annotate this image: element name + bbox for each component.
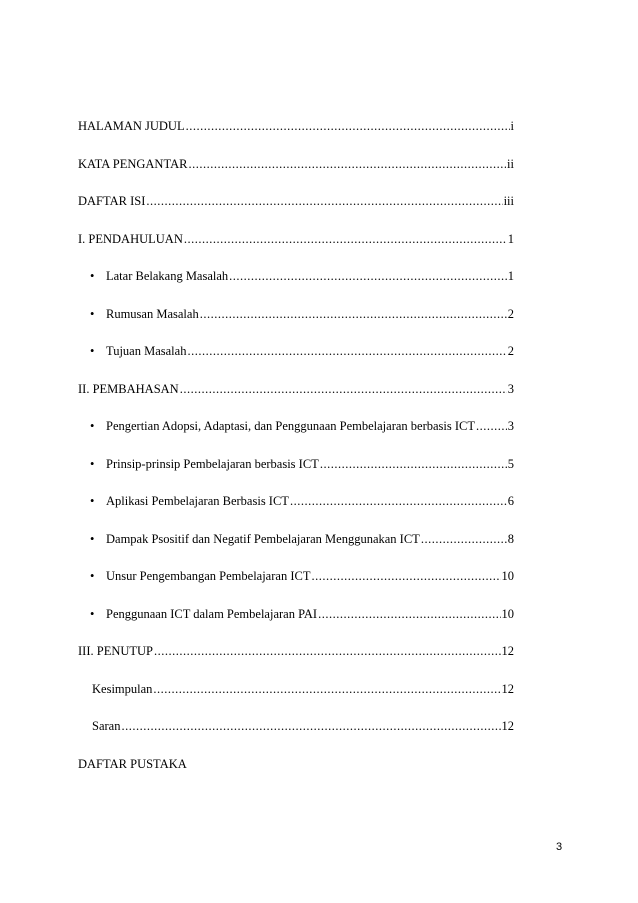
toc-dot-leader bbox=[320, 456, 507, 472]
toc-entry-page: 12 bbox=[501, 719, 514, 733]
bullet-icon: • bbox=[90, 344, 95, 358]
bullet-icon: • bbox=[90, 494, 95, 508]
toc-entry-label: KATA PENGANTAR bbox=[78, 156, 188, 171]
toc-entry-page: 10 bbox=[501, 606, 514, 621]
toc-entry-label: Pengertian Adopsi, Adaptasi, dan Penggunaan Pembelajaran berbasis ICT bbox=[106, 419, 476, 433]
toc-entry bbox=[78, 156, 514, 172]
toc-subentry bbox=[78, 418, 514, 434]
toc-entry-page: 2 bbox=[507, 344, 514, 358]
toc-dot-leader bbox=[229, 268, 507, 284]
toc-entry-page: 12 bbox=[501, 681, 514, 696]
toc-entry-label: Unsur Pengembangan Pembelajaran ICT bbox=[106, 569, 311, 583]
bullet-icon: • bbox=[90, 531, 95, 546]
toc-entry-label: Rumusan Masalah bbox=[106, 306, 199, 321]
toc-entry-page: 12 bbox=[501, 644, 514, 658]
bullet-icon: • bbox=[90, 306, 95, 321]
toc-entry-page: 2 bbox=[507, 306, 514, 321]
bullet-icon: • bbox=[90, 269, 95, 283]
toc-subentry bbox=[78, 306, 514, 322]
toc-subentry bbox=[78, 456, 514, 472]
toc-subentry bbox=[78, 268, 514, 284]
toc-entry-page: 8 bbox=[507, 531, 514, 546]
toc-subentry bbox=[78, 531, 514, 547]
toc-dot-leader bbox=[187, 343, 506, 359]
toc-dot-leader bbox=[146, 193, 502, 209]
bullet-icon: • bbox=[90, 419, 95, 433]
toc-entry-label: DAFTAR PUSTAKA bbox=[78, 756, 187, 771]
toc-entry-page: iii bbox=[503, 194, 514, 208]
toc-entry-label: Latar Belakang Masalah bbox=[106, 269, 229, 283]
toc-entry bbox=[78, 231, 514, 247]
toc-entry-page: 3 bbox=[507, 381, 514, 396]
toc-entry-page: 6 bbox=[507, 494, 514, 508]
toc-entry-page: i bbox=[510, 119, 514, 133]
toc-subentry bbox=[78, 606, 514, 622]
bullet-icon: • bbox=[90, 606, 95, 621]
toc-entry-page: 10 bbox=[501, 569, 514, 583]
toc-entry-page: 3 bbox=[507, 419, 514, 433]
toc-entry bbox=[78, 756, 514, 772]
bullet-icon: • bbox=[90, 569, 95, 583]
toc-entry-label: III. PENUTUP bbox=[78, 644, 153, 658]
toc-entry-label: I. PENDAHULUAN bbox=[78, 231, 183, 246]
toc-dot-leader bbox=[180, 381, 507, 397]
toc-entry-label: DAFTAR ISI bbox=[78, 194, 146, 208]
toc-entry-page: ii bbox=[507, 156, 514, 171]
toc-entry-label: Dampak Psositif dan Negatif Pembelajaran Menggunakan ICT bbox=[106, 531, 420, 546]
page-number: 3 bbox=[556, 841, 563, 853]
toc-subentry bbox=[78, 681, 514, 697]
toc-entry-label: II. PEMBAHASAN bbox=[78, 381, 179, 396]
toc-subentry bbox=[78, 568, 514, 584]
toc-subentry bbox=[78, 343, 514, 359]
toc-entry-label: HALAMAN JUDUL bbox=[78, 119, 185, 133]
table-of-contents bbox=[78, 118, 514, 793]
toc-subentry bbox=[78, 493, 514, 509]
toc-entry-label: Aplikasi Pembelajaran Berbasis ICT bbox=[106, 494, 289, 508]
toc-dot-leader bbox=[154, 643, 501, 659]
toc-entry-label: Prinsip-prinsip Pembelajaran berbasis ICT bbox=[106, 456, 319, 471]
toc-dot-leader bbox=[188, 156, 506, 172]
toc-dot-leader bbox=[121, 718, 500, 734]
toc-subentry bbox=[78, 718, 514, 734]
toc-entry bbox=[78, 118, 514, 134]
toc-entry bbox=[78, 193, 514, 209]
toc-entry bbox=[78, 381, 514, 397]
toc-entry-page: 5 bbox=[507, 456, 514, 471]
bullet-icon: • bbox=[90, 456, 95, 471]
toc-entry-label: Tujuan Masalah bbox=[106, 344, 187, 358]
toc-dot-leader bbox=[200, 306, 507, 322]
toc-dot-leader bbox=[290, 493, 507, 509]
toc-entry-page: 1 bbox=[507, 269, 514, 283]
toc-dot-leader bbox=[311, 568, 500, 584]
toc-entry bbox=[78, 643, 514, 659]
toc-dot-leader bbox=[318, 606, 500, 622]
toc-entry-label: Saran bbox=[92, 719, 121, 733]
toc-dot-leader bbox=[184, 231, 507, 247]
toc-entry-label: Penggunaan ICT dalam Pembelajaran PAI bbox=[106, 606, 318, 621]
toc-entry-label: Kesimpulan bbox=[92, 681, 153, 696]
toc-dot-leader bbox=[476, 418, 507, 434]
toc-dot-leader bbox=[186, 118, 510, 134]
toc-entry-page: 1 bbox=[507, 231, 514, 246]
toc-dot-leader bbox=[153, 681, 500, 697]
toc-dot-leader bbox=[421, 531, 507, 547]
